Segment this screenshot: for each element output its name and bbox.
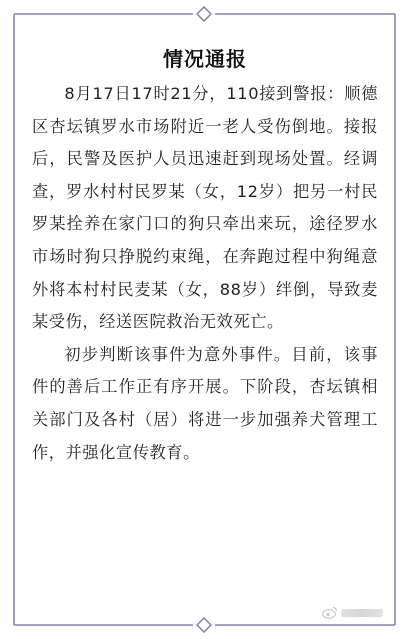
watermark [322, 606, 383, 619]
diamond-icon [196, 6, 212, 22]
weibo-logo-icon [322, 606, 338, 619]
diamond-icon [196, 617, 212, 633]
notice-paragraph: 初步判断该事件为意外事件。目前，该事件的善后工作正有序开展。下阶段，杏坛镇相关部门及各村（居）将进一步加强养犬管理工作，并强化宣传教育。 [32, 344, 378, 462]
notice-title: 情况通报 [163, 47, 247, 71]
notice-body [32, 46, 378, 602]
notice-paragraph: 8月17日17时21分，110接到警报：顺德区杏坛镇罗水市场附近一老人受伤倒地。接报后，民警及医护人员迅速赶到现场处置。经调查，罗水村村民罗某（女，12岁）把另一村民罗某拴养在家门口的狗只牵出来玩，途径罗水市场时狗只挣脱约束绳，在奔跑过程中狗绳意外将本村村民麦某（女，88岁）绊倒，导致麦某受伤，经送医院救治无效死亡。 [32, 84, 378, 332]
